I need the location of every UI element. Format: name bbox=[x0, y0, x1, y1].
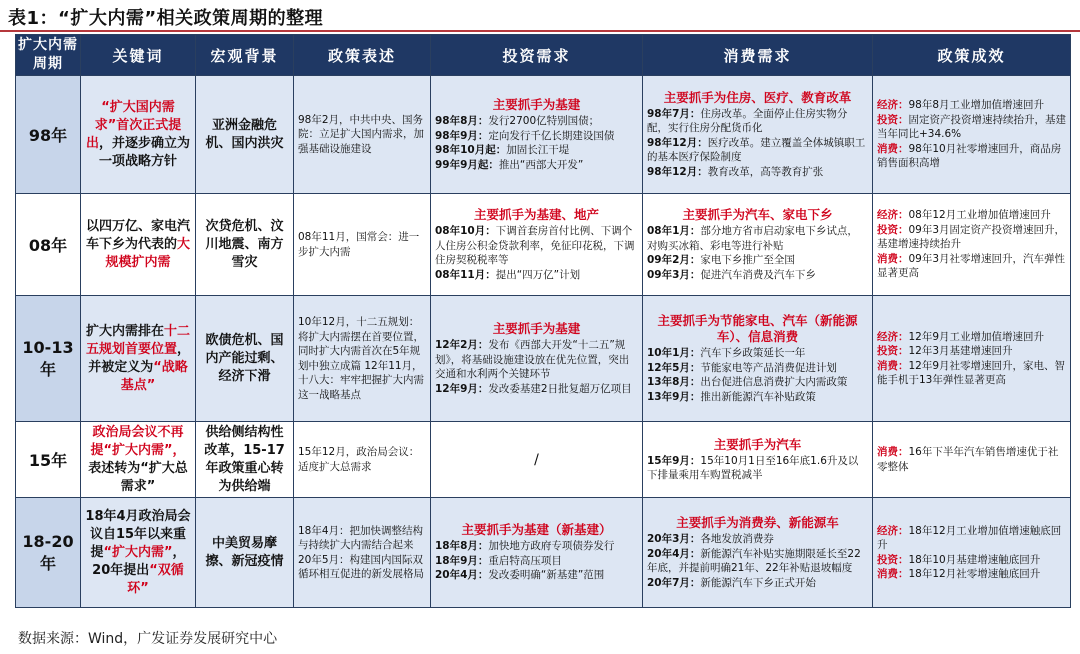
header-row bbox=[16, 35, 1071, 76]
header-result: 政策成效 bbox=[873, 35, 1071, 76]
invest-item: 18年9月：重启特高压项目 bbox=[435, 554, 562, 567]
item-date-label: 09年3月： bbox=[647, 268, 701, 281]
macro-cell: 欧债危机、国内产能过剩、经济下滑 bbox=[196, 296, 294, 422]
table-row bbox=[16, 296, 1071, 422]
consume-item: 09年2月：家电下乡推广至全国 bbox=[647, 254, 795, 266]
item-date-label: 20年7月： bbox=[647, 576, 701, 589]
consume-item: 15年9月：15年10月1日至16年底1.6升及以下排量乘用车购置税减半 bbox=[647, 454, 859, 481]
table-row bbox=[16, 194, 1071, 296]
result-category-label: 消费： bbox=[877, 568, 909, 580]
result-category-label: 投资： bbox=[877, 553, 909, 566]
period-cell: 98年 bbox=[16, 76, 81, 194]
header-period: 扩大内需周期 bbox=[16, 35, 81, 76]
consume-headline: 主要抓手为住房、医疗、教育改革 bbox=[663, 89, 852, 105]
policy-cell: 10年12月，十二五规划：将扩大内需摆在首要位置，同时扩大内需首次在5年规划中独立成篇 12年11月，十八大：牢牢把握扩大内需这一战略基点 bbox=[294, 296, 431, 422]
consume-cell bbox=[643, 194, 873, 296]
result-category-label: 投资： bbox=[877, 113, 909, 126]
result-item: 投资：09年3月固定资产投资增速回升，基建增速持续抬升 bbox=[877, 223, 1066, 251]
item-date-label: 99年9月起： bbox=[435, 158, 499, 171]
keyword-cell: 18年4月政治局会议自15年以来重提“扩大内需”，20年提出“双循环” bbox=[81, 498, 196, 608]
item-date-label: 98年12月： bbox=[647, 136, 708, 149]
item-date-label: 98年10月起： bbox=[435, 144, 507, 156]
policy-cell: 98年2月，中共中央、国务院：立足扩大国内需求，加强基础设施建设 bbox=[294, 76, 431, 194]
consume-item: 20年4月：新能源汽车补贴实施期限延长至22年底，并提前明确21年、22年补贴退坡幅度 bbox=[647, 547, 861, 574]
result-category-label: 消费： bbox=[877, 142, 909, 155]
item-date-label: 12年2月： bbox=[435, 339, 489, 351]
data-source-note: 数据来源：Wind，广发证券发展研究中心 bbox=[18, 631, 278, 647]
invest-item: 12年2月：发布《西部大开发“十二五”规划》，将基础设施建设放在优先位置，突出交通和水利两个关键环节 bbox=[435, 339, 630, 380]
result-cell bbox=[873, 296, 1071, 422]
consume-item: 20年7月：新能源汽车下乡正式开始 bbox=[647, 576, 816, 589]
invest-item: 98年8月：发行2700亿特别国债； bbox=[435, 115, 600, 127]
result-cell bbox=[873, 422, 1071, 498]
invest-item: 12年9月：发改委基建2日批复超万亿项目 bbox=[435, 382, 632, 395]
invest-headline: 主要抓手为基建 bbox=[492, 321, 581, 336]
invest-headline: 主要抓手为基建 bbox=[492, 97, 581, 112]
consume-item: 20年3月：各地发放消费券 bbox=[647, 533, 774, 545]
consume-headline: 主要抓手为汽车、家电下乡 bbox=[682, 207, 833, 222]
invest-item: 08年10月：下调首套房首付比例、下调个人住房公积金贷款利率，免征印花税，下调住房契税税率等 bbox=[435, 225, 635, 266]
header-policy: 政策表述 bbox=[294, 35, 431, 76]
policy-cell: 08年11月，国常会：进一步扩大内需 bbox=[294, 194, 431, 296]
consume-headline: 主要抓手为节能家电、汽车（新能源车）、信息消费 bbox=[657, 313, 858, 344]
header-macro: 宏观背景 bbox=[196, 35, 294, 76]
item-date-label: 08年1月： bbox=[647, 225, 701, 237]
result-item: 消费：09年3月社零增速回升，汽车弹性显著更高 bbox=[877, 252, 1066, 280]
keyword-cell: 政治局会议不再提“扩大内需”，表述转为“扩大总需求” bbox=[81, 422, 196, 498]
invest-cell bbox=[431, 194, 643, 296]
consume-item: 10年1月：汽车下乡政策延长一年 bbox=[647, 347, 806, 359]
result-category-label: 经济： bbox=[877, 330, 909, 343]
item-date-label: 98年12月： bbox=[647, 165, 708, 178]
invest-item: 20年4月：发改委明确“新基建”范围 bbox=[435, 569, 605, 582]
result-item: 消费：98年10月社零增速回升，商品房销售面积高增 bbox=[877, 142, 1062, 170]
consume-item: 13年9月：推出新能源汽车补贴政策 bbox=[647, 390, 816, 403]
invest-headline: 主要抓手为基建、地产 bbox=[473, 207, 599, 222]
consume-headline: 主要抓手为汽车 bbox=[713, 436, 802, 452]
item-date-label: 15年9月： bbox=[647, 454, 701, 467]
result-item: 消费：18年12月社零增速触底回升 bbox=[877, 568, 1041, 580]
item-date-label: 09年2月： bbox=[647, 254, 701, 266]
consume-item: 13年8月：出台促进信息消费扩大内需政策 bbox=[647, 376, 848, 388]
table-row bbox=[16, 422, 1071, 498]
header-consume: 消费需求 bbox=[643, 35, 873, 76]
macro-cell: 供给侧结构性改革，15-17年政策重心转为供给端 bbox=[196, 422, 294, 498]
result-item: 消费：16年下半年汽车销售增速优于社零整体 bbox=[877, 446, 1059, 473]
consume-cell bbox=[643, 498, 873, 608]
item-date-label: 10年1月： bbox=[647, 347, 701, 359]
item-date-label: 08年10月： bbox=[435, 225, 496, 237]
consume-item: 98年12月：教育改革，高等教育扩张 bbox=[647, 165, 824, 178]
consume-item: 08年1月：部分地方省市启动家电下乡试点，对购买冰箱、彩电等进行补贴 bbox=[647, 225, 858, 252]
policy-cell: 18年4月：把加快调整结构与持续扩大内需结合起来 20年5月：构建国内国际双循环相互促进的新发展格局 bbox=[294, 498, 431, 608]
item-date-label: 20年4月： bbox=[647, 547, 701, 560]
result-item: 投资：12年3月基建增速回升 bbox=[877, 345, 1013, 357]
result-category-label: 经济： bbox=[877, 99, 909, 112]
consume-item: 98年12月：医疗改革。建立覆盖全体城镇职工的基本医疗保险制度 bbox=[647, 136, 866, 164]
consume-cell bbox=[643, 76, 873, 194]
consume-item: 12年5月：节能家电等产品消费促进计划 bbox=[647, 361, 837, 374]
result-category-label: 投资： bbox=[877, 345, 909, 357]
item-date-label: 13年8月： bbox=[647, 376, 701, 388]
consume-headline: 主要抓手为消费券、新能源车 bbox=[676, 515, 839, 530]
result-category-label: 消费： bbox=[877, 359, 909, 372]
result-category-label: 消费： bbox=[877, 446, 909, 458]
invest-cell bbox=[431, 498, 643, 608]
item-date-label: 98年8月： bbox=[435, 115, 489, 127]
invest-headline: 主要抓手为基建（新基建） bbox=[461, 522, 612, 538]
result-category-label: 消费： bbox=[877, 252, 909, 265]
item-date-label: 98年7月： bbox=[647, 107, 701, 120]
result-category-label: 经济： bbox=[877, 209, 909, 222]
item-date-label: 20年4月： bbox=[435, 569, 489, 582]
consume-cell bbox=[643, 296, 873, 422]
policy-cell: 15年12月，政治局会议：适度扩大总需求 bbox=[294, 422, 431, 498]
keyword-cell: 以四万亿、家电汽车下乡为代表的大规模扩内需 bbox=[81, 194, 196, 296]
header-keyword: 关键词 bbox=[81, 35, 196, 76]
invest-item: 99年9月起：推出“西部大开发” bbox=[435, 158, 584, 171]
result-cell bbox=[873, 498, 1071, 608]
keyword-cell: “扩大国内需求”首次正式提出，并逐步确立为一项战略方针 bbox=[81, 76, 196, 194]
consume-item: 98年7月：住房改革。全面停止住房实物分配，实行住房分配货币化 bbox=[647, 107, 848, 135]
result-category-label: 投资： bbox=[877, 223, 909, 236]
result-cell bbox=[873, 194, 1071, 296]
result-item: 投资：固定资产投资增速持续抬升，基建当年同比+34.6% bbox=[877, 113, 1066, 141]
table-title: 表1：“扩大内需”相关政策周期的整理 bbox=[8, 8, 324, 29]
macro-cell: 亚洲金融危机、国内洪灾 bbox=[196, 76, 294, 194]
item-date-label: 08年11月： bbox=[435, 268, 496, 281]
result-item: 经济：18年12月工业增加值增速触底回升 bbox=[877, 524, 1062, 551]
table-row bbox=[16, 76, 1071, 194]
item-date-label: 98年9月： bbox=[435, 129, 489, 142]
title-divider bbox=[0, 30, 1080, 32]
result-item: 消费：12年9月社零增速回升，家电、智能手机于13年弹性显著更高 bbox=[877, 359, 1066, 386]
period-cell: 08年 bbox=[16, 194, 81, 296]
item-date-label: 13年9月： bbox=[647, 390, 701, 403]
item-date-label: 12年5月： bbox=[647, 361, 701, 374]
invest-cell-empty: / bbox=[431, 422, 643, 498]
macro-cell: 中美贸易摩擦、新冠疫情 bbox=[196, 498, 294, 608]
invest-item: 98年9月：定向发行千亿长期建设国债 bbox=[435, 129, 615, 142]
result-item: 经济：12年9月工业增加值增速回升 bbox=[877, 330, 1045, 343]
invest-item: 18年8月：加快地方政府专项债券发行 bbox=[435, 540, 615, 553]
invest-cell bbox=[431, 296, 643, 422]
item-date-label: 18年9月： bbox=[435, 554, 489, 567]
consume-cell bbox=[643, 422, 873, 498]
table-row bbox=[16, 498, 1071, 608]
result-cell bbox=[873, 76, 1071, 194]
period-cell: 18-20年 bbox=[16, 498, 81, 608]
item-date-label: 20年3月： bbox=[647, 533, 701, 545]
result-item: 经济：98年8月工业增加值增速回升 bbox=[877, 99, 1045, 112]
macro-cell: 次贷危机、汶川地震、南方雪灾 bbox=[196, 194, 294, 296]
invest-cell bbox=[431, 76, 643, 194]
result-item: 投资：18年10月基建增速触底回升 bbox=[877, 553, 1041, 566]
invest-item: 08年11月：提出“四万亿”计划 bbox=[435, 268, 581, 281]
item-date-label: 12年9月： bbox=[435, 382, 489, 395]
period-cell: 15年 bbox=[16, 422, 81, 498]
policy-cycle-table bbox=[15, 34, 1071, 608]
keyword-cell: 扩大内需排在十二五规划首要位置，并被定义为“战略基点” bbox=[81, 296, 196, 422]
header-invest: 投资需求 bbox=[431, 35, 643, 76]
period-cell: 10-13年 bbox=[16, 296, 81, 422]
item-date-label: 18年8月： bbox=[435, 540, 489, 553]
consume-item: 09年3月：促进汽车消费及汽车下乡 bbox=[647, 268, 816, 281]
result-item: 经济：08年12月工业增加值增速回升 bbox=[877, 209, 1051, 222]
result-category-label: 经济： bbox=[877, 524, 909, 537]
invest-item: 98年10月起：加固长江干堤 bbox=[435, 144, 570, 156]
